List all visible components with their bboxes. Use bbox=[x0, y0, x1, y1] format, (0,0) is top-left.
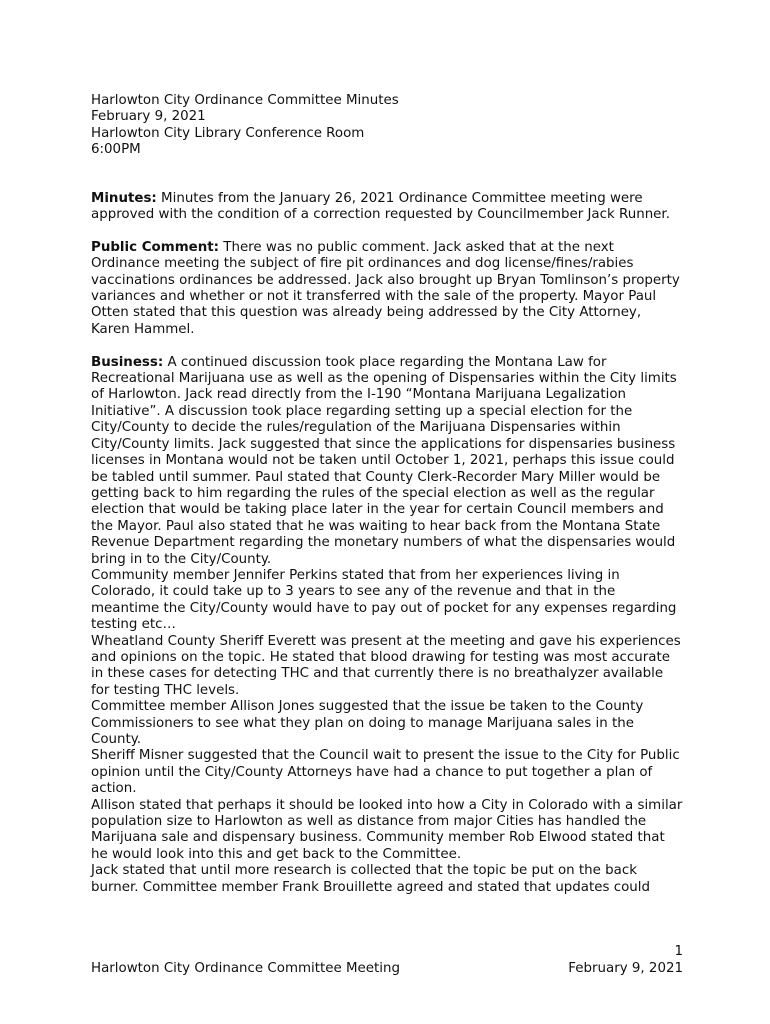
minutes-section bbox=[91, 191, 683, 224]
document-title: Harlowton City Ordinance Committee Minutes bbox=[91, 93, 399, 108]
public-comment-label: Public Comment: bbox=[91, 239, 220, 255]
business-paragraph: Community member Jennifer Perkins stated that from her experiences living in Colorado, it could take up to 3 years to see any of the revenue and that in the meantime the City/County would have to pay out of pocket for any expenses regarding testing etc… bbox=[91, 567, 677, 633]
meeting-time: 6:00PM bbox=[91, 142, 141, 158]
meeting-date: February 9, 2021 bbox=[91, 109, 206, 125]
minutes-label: Minutes: bbox=[91, 190, 157, 206]
public-comment-text: There was no public comment. Jack asked that at the next Ordinance meeting the subject of fire pit ordinances and dog license/fines/rabies vaccinations ordinances be addressed. Jack also brought up Bryan Tomlinson’s property variances and whether or not it transferred with the sale of the property. Mayor Paul Otten stated that this question was already being addressed by the City Attorney, Karen Hammel. bbox=[91, 239, 680, 337]
footer-date: February 9, 2021 bbox=[568, 961, 683, 976]
business-section bbox=[91, 355, 683, 568]
business-text: A continued discussion took place regarding the Montana Law for Recreational Marijuana use as well as the opening of Dispensaries within the City limits of Harlowton. Jack read directly from the I-190 “Montana Marijuana Legalization Initiative”. A discussion took place regarding setting up a special election for the City/County to decide the rules/regulation of the Marijuana Dispensaries within City/County limits. Jack suggested that since the applications for dispensaries business licenses in Montana would not be taken until October 1, 2021, perhaps this issue could be tabled until summer. Paul stated that County Clerk-Recorder Mary Miller would be getting back to him regarding the rules of the special election as well as the regular election that would be taking place later in the year for certain Council members and the Mayor. Paul also stated that he was waiting to hear back from the Montana State Revenue Department regarding the monetary numbers of what the dispensaries would bring in to the City/County. bbox=[91, 354, 677, 567]
business-paragraph: Jack stated that until more research is collected that the topic be put on the back burner. Committee member Frank Brouillette agreed and stated that updates could bbox=[91, 863, 650, 895]
business-paragraph: Committee member Allison Jones suggested that the issue be taken to the County Commissioners to see what they plan on doing to manage Marijuana sales in the County. bbox=[91, 699, 644, 747]
footer-row bbox=[91, 961, 683, 977]
business-paragraph: Sheriff Misner suggested that the Council wait to present the issue to the City for Public opinion until the City/County Attorneys have had a chance to put together a plan of action. bbox=[91, 748, 680, 797]
public-comment-section bbox=[91, 240, 683, 338]
business-label: Business: bbox=[91, 354, 164, 370]
minutes-text: Minutes from the January 26, 2021 Ordinance Committee meeting were approved with the condition of a correction requested by Councilmember Jack Runner. bbox=[91, 190, 670, 223]
document-body bbox=[91, 93, 683, 896]
document-header bbox=[91, 93, 683, 159]
business-paragraph: Wheatland County Sheriff Everett was present at the meeting and gave his experiences and opinions on the topic. He stated that blood drawing for testing was most accurate in these cases for detecting THC and that currently there is no breathalyzer available for testing THC levels. bbox=[91, 633, 681, 698]
footer-title: Harlowton City Ordinance Committee Meeting bbox=[91, 961, 400, 976]
meeting-location: Harlowton City Library Conference Room bbox=[91, 125, 365, 141]
business-paragraph: Allison stated that perhaps it should be looked into how a City in Colorado with a similar population size to Harlowton as well as distance from major Cities has handled the Marijuana sale and dispensary business. Community member Rob Elwood stated that he would look into this and get back to the Committee. bbox=[91, 797, 683, 862]
page-number: 1 bbox=[674, 944, 683, 959]
